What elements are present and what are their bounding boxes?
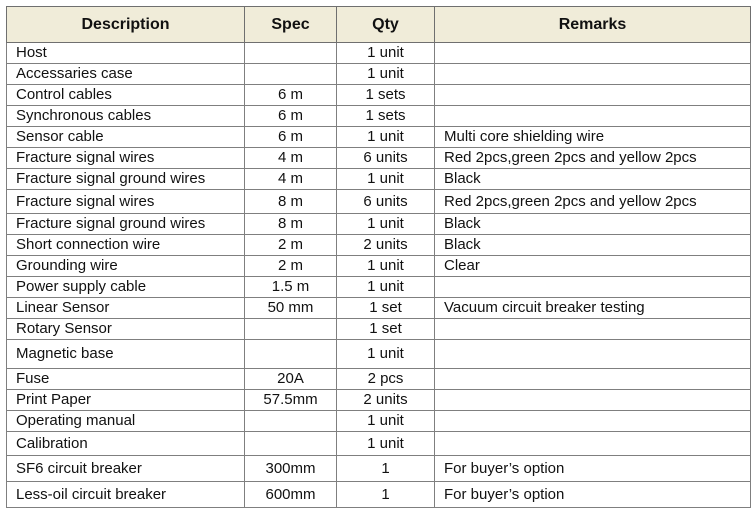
table-row <box>7 390 751 411</box>
cell-description: Calibration <box>7 432 245 456</box>
cell-description: SF6 circuit breaker <box>7 456 245 482</box>
cell-description: Fracture signal ground wires <box>7 169 245 190</box>
cell-qty: 1 unit <box>337 411 435 432</box>
cell-spec: 1.5 m <box>245 277 337 298</box>
cell-remarks <box>435 43 751 64</box>
cell-remarks <box>435 85 751 106</box>
cell-qty: 1 sets <box>337 85 435 106</box>
cell-description: Power supply cable <box>7 277 245 298</box>
cell-qty: 1 unit <box>337 432 435 456</box>
table-row <box>7 411 751 432</box>
cell-description: Operating manual <box>7 411 245 432</box>
cell-description: Less-oil circuit breaker <box>7 482 245 508</box>
cell-spec <box>245 411 337 432</box>
cell-description: Rotary Sensor <box>7 319 245 340</box>
cell-description: Sensor cable <box>7 127 245 148</box>
cell-qty: 1 unit <box>337 214 435 235</box>
cell-qty: 1 set <box>337 319 435 340</box>
cell-remarks: Vacuum circuit breaker testing <box>435 298 751 319</box>
cell-qty: 1 unit <box>337 169 435 190</box>
cell-remarks <box>435 411 751 432</box>
cell-remarks: Red 2pcs,green 2pcs and yellow 2pcs <box>435 190 751 214</box>
cell-qty: 1 sets <box>337 106 435 127</box>
cell-description: Fuse <box>7 369 245 390</box>
cell-spec: 57.5mm <box>245 390 337 411</box>
cell-remarks: For buyer’s option <box>435 456 751 482</box>
table-row <box>7 340 751 369</box>
cell-qty: 2 pcs <box>337 369 435 390</box>
cell-qty: 1 unit <box>337 43 435 64</box>
cell-qty: 1 <box>337 482 435 508</box>
cell-spec: 300mm <box>245 456 337 482</box>
table-row <box>7 106 751 127</box>
cell-qty: 6 units <box>337 190 435 214</box>
header-row <box>7 7 751 43</box>
header-qty: Qty <box>337 7 435 43</box>
cell-spec: 8 m <box>245 190 337 214</box>
cell-remarks <box>435 277 751 298</box>
cell-remarks: Multi core shielding wire <box>435 127 751 148</box>
cell-spec <box>245 432 337 456</box>
cell-description: Accessaries case <box>7 64 245 85</box>
cell-spec: 8 m <box>245 214 337 235</box>
cell-spec: 20A <box>245 369 337 390</box>
cell-qty: 1 unit <box>337 127 435 148</box>
cell-description: Magnetic base <box>7 340 245 369</box>
cell-remarks: For buyer’s option <box>435 482 751 508</box>
table-row <box>7 256 751 277</box>
cell-description: Host <box>7 43 245 64</box>
packing-list-table <box>6 6 751 508</box>
table-row <box>7 127 751 148</box>
cell-spec: 6 m <box>245 127 337 148</box>
cell-qty: 1 unit <box>337 340 435 369</box>
cell-remarks <box>435 319 751 340</box>
cell-description: Grounding wire <box>7 256 245 277</box>
cell-remarks: Red 2pcs,green 2pcs and yellow 2pcs <box>435 148 751 169</box>
cell-description: Short connection wire <box>7 235 245 256</box>
cell-description: Synchronous cables <box>7 106 245 127</box>
cell-spec: 6 m <box>245 106 337 127</box>
cell-spec <box>245 340 337 369</box>
cell-spec: 2 m <box>245 235 337 256</box>
table-row <box>7 482 751 508</box>
header-description: Description <box>7 7 245 43</box>
cell-remarks: Clear <box>435 256 751 277</box>
cell-remarks <box>435 369 751 390</box>
cell-remarks <box>435 432 751 456</box>
cell-description: Fracture signal ground wires <box>7 214 245 235</box>
cell-spec: 600mm <box>245 482 337 508</box>
cell-description: Fracture signal wires <box>7 190 245 214</box>
cell-spec: 6 m <box>245 85 337 106</box>
cell-remarks: Black <box>435 214 751 235</box>
cell-spec: 2 m <box>245 256 337 277</box>
cell-spec: 4 m <box>245 148 337 169</box>
table-row <box>7 190 751 214</box>
table-row <box>7 319 751 340</box>
table-body <box>7 43 751 508</box>
cell-spec: 50 mm <box>245 298 337 319</box>
table-row <box>7 277 751 298</box>
table-row <box>7 432 751 456</box>
cell-qty: 2 units <box>337 390 435 411</box>
table-row <box>7 85 751 106</box>
cell-remarks <box>435 106 751 127</box>
table-row <box>7 298 751 319</box>
cell-qty: 1 unit <box>337 64 435 85</box>
table-row <box>7 369 751 390</box>
cell-description: Print Paper <box>7 390 245 411</box>
table-row <box>7 235 751 256</box>
cell-description: Control cables <box>7 85 245 106</box>
cell-remarks: Black <box>435 169 751 190</box>
cell-remarks <box>435 340 751 369</box>
table-row <box>7 64 751 85</box>
table-row <box>7 148 751 169</box>
cell-qty: 2 units <box>337 235 435 256</box>
cell-description: Fracture signal wires <box>7 148 245 169</box>
cell-spec: 4 m <box>245 169 337 190</box>
cell-spec <box>245 43 337 64</box>
table-header <box>7 7 751 43</box>
cell-description: Linear Sensor <box>7 298 245 319</box>
table-row <box>7 169 751 190</box>
cell-remarks <box>435 390 751 411</box>
cell-qty: 1 set <box>337 298 435 319</box>
cell-remarks <box>435 64 751 85</box>
table-row <box>7 456 751 482</box>
header-spec: Spec <box>245 7 337 43</box>
table-row <box>7 43 751 64</box>
cell-qty: 1 unit <box>337 277 435 298</box>
cell-remarks: Black <box>435 235 751 256</box>
header-remarks: Remarks <box>435 7 751 43</box>
cell-qty: 6 units <box>337 148 435 169</box>
table-row <box>7 214 751 235</box>
cell-qty: 1 <box>337 456 435 482</box>
cell-spec <box>245 64 337 85</box>
cell-qty: 1 unit <box>337 256 435 277</box>
cell-spec <box>245 319 337 340</box>
